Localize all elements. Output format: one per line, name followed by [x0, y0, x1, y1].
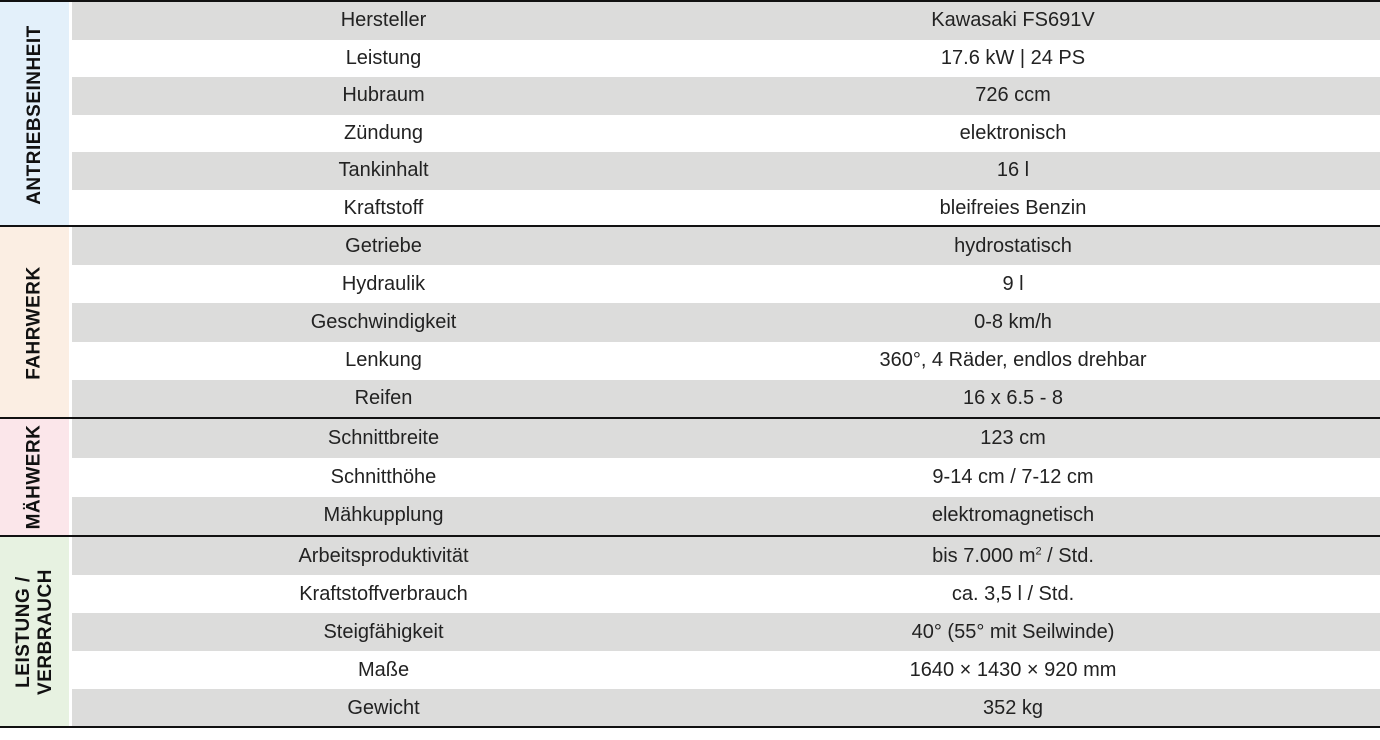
section-rows — [72, 419, 1380, 535]
spec-value — [695, 311, 1331, 334]
spec-key: Geschwindigkeit — [310, 310, 457, 333]
spec-key: Kraftstoff — [343, 196, 424, 219]
spec-row — [72, 537, 1380, 575]
spec-value-text: 1640 × 1430 × 920 mm — [909, 658, 1117, 681]
spec-value-text: 9-14 cm / 7-12 cm — [932, 465, 1094, 488]
section-label — [24, 425, 46, 530]
spec-value — [695, 504, 1331, 527]
spec-key: Hydraulik — [341, 272, 426, 295]
spec-value — [695, 349, 1331, 372]
spec-value-text: 16 x 6.5 - 8 — [962, 387, 1064, 410]
spec-key: Maße — [357, 658, 410, 681]
section-label-block — [0, 227, 69, 418]
section-label-line: VERBRAUCH — [34, 569, 56, 695]
spec-row — [72, 458, 1380, 497]
section-label-line: ANTRIEBSEINHEIT — [23, 24, 45, 205]
spec-value — [695, 621, 1331, 644]
section-divider — [0, 225, 1380, 227]
spec-value — [695, 427, 1331, 450]
spec-key: Schnitthöhe — [330, 465, 437, 488]
spec-row — [72, 152, 1380, 190]
spec-value — [695, 466, 1331, 489]
section-divider — [0, 417, 1380, 419]
spec-value — [695, 387, 1331, 410]
spec-row — [72, 2, 1380, 40]
spec-value-text: 40° (55° mit Seilwinde) — [911, 620, 1115, 643]
spec-value-text: elektronisch — [959, 121, 1067, 144]
spec-value-text: 360°, 4 Räder, endlos drehbar — [879, 349, 1147, 372]
spec-key: Arbeitsproduktivität — [298, 544, 469, 567]
section-divider — [0, 0, 1380, 2]
section-label-line: FAHRWERK — [23, 265, 45, 380]
spec-value-text: bis 7.000 m — [932, 544, 1036, 567]
spec-row — [72, 115, 1380, 153]
spec-value — [695, 159, 1331, 182]
spec-value-text: bleifreies Benzin — [939, 196, 1087, 219]
spec-key: Kraftstoffverbrauch — [299, 582, 468, 605]
spec-key: Gewicht — [347, 696, 420, 719]
spec-row — [72, 227, 1380, 265]
spec-value-text: elektromagnetisch — [931, 504, 1095, 527]
spec-row — [72, 342, 1380, 380]
spec-key: Leistung — [345, 46, 422, 69]
spec-row — [72, 613, 1380, 651]
section-3 — [0, 419, 1380, 535]
section-1 — [0, 2, 1380, 227]
spec-value-suffix: / Std. — [1041, 544, 1094, 567]
section-rows — [72, 2, 1380, 227]
spec-row — [72, 575, 1380, 613]
spec-key: Mähkupplung — [323, 504, 444, 527]
section-rows — [72, 227, 1380, 418]
spec-value-superscript: 2 — [1035, 544, 1042, 557]
spec-row — [72, 689, 1380, 727]
spec-value — [695, 235, 1331, 258]
spec-value-text: 726 ccm — [975, 84, 1051, 107]
spec-value-text: ca. 3,5 l / Std. — [951, 582, 1075, 605]
section-label-line: LEISTUNG / — [12, 576, 34, 688]
spec-row — [72, 380, 1380, 418]
spec-key: Tankinhalt — [338, 159, 429, 182]
spec-value-text: Kawasaki FS691V — [931, 9, 1095, 32]
spec-key: Zündung — [344, 121, 423, 144]
spec-value-text: 123 cm — [980, 426, 1046, 449]
spec-key: Schnittbreite — [327, 426, 440, 449]
spec-row — [72, 40, 1380, 78]
spec-value — [695, 273, 1331, 296]
section-label — [24, 266, 46, 379]
spec-value-text: 17.6 kW | 24 PS — [940, 46, 1086, 69]
section-label — [13, 569, 57, 695]
spec-value-text: 16 l — [996, 159, 1030, 182]
spec-key: Lenkung — [345, 349, 422, 372]
section-label — [24, 25, 46, 205]
spec-value — [695, 9, 1331, 32]
section-label-block — [0, 2, 69, 227]
spec-value — [695, 84, 1331, 107]
section-label-block — [0, 419, 69, 535]
spec-row — [72, 497, 1380, 536]
spec-key: Hersteller — [340, 9, 427, 32]
spec-row — [72, 419, 1380, 458]
section-4 — [0, 537, 1380, 727]
spec-value-text: 352 kg — [982, 696, 1044, 719]
spec-row — [72, 265, 1380, 303]
spec-value — [695, 47, 1331, 70]
spec-key: Steigfähigkeit — [323, 620, 444, 643]
spec-value — [695, 545, 1331, 568]
section-divider — [0, 726, 1380, 728]
spec-key: Getriebe — [345, 234, 422, 257]
spec-value — [695, 583, 1331, 606]
spec-row — [72, 77, 1380, 115]
spec-key: Reifen — [354, 387, 413, 410]
section-rows — [72, 537, 1380, 727]
spec-value — [695, 697, 1331, 720]
section-label-block — [0, 537, 69, 727]
spec-row — [72, 651, 1380, 689]
spec-value-text: 0-8 km/h — [974, 310, 1052, 333]
spec-row — [72, 190, 1380, 228]
spec-row — [72, 303, 1380, 341]
section-divider — [0, 535, 1380, 537]
section-label-line: MÄHWERK — [23, 424, 45, 530]
spec-value — [695, 122, 1331, 145]
spec-value — [695, 659, 1331, 682]
section-2 — [0, 227, 1380, 418]
spec-key: Hubraum — [342, 84, 425, 107]
spec-value-text: 9 l — [1002, 272, 1024, 295]
spec-value — [695, 197, 1331, 220]
spec-value-text: hydrostatisch — [954, 234, 1072, 257]
